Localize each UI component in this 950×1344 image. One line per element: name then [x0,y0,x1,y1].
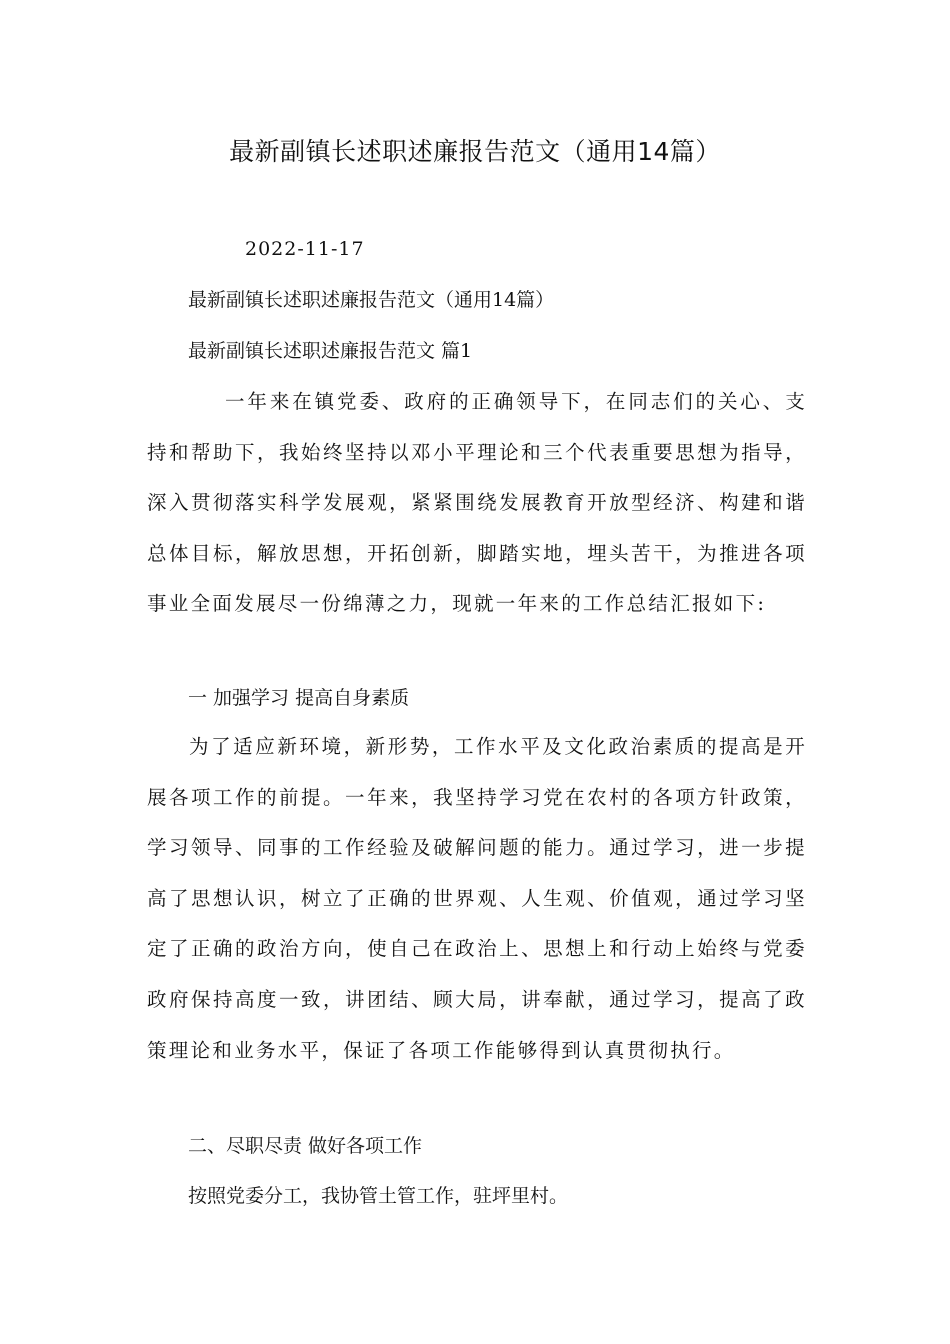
intro-paragraph: 一年来在镇党委、政府的正确领导下，在同志们的关心、支持和帮助下，我始终坚持以邓小平理论和三个代表重要思想为指导，深入贯彻落实科学发展观，紧紧围绕发展教育开放型经济、构建和谐总体目标，解放思想，开拓创新，脚踏实地，埋头苦干，为推进各项事业全面发展尽一份绵薄之力，现就一年来的工作总结汇报如下: [147,390,807,616]
chapter-title: 最新副镇长述职述廉报告范文 篇1 [188,340,473,362]
section-paragraph-1: 为了适应新环境，新形势，工作水平及文化政治素质的提高是开展各项工作的前提。一年来，我坚持学习党在农村的各项方针政策，学习领导、同事的工作经验及破解问题的能力。通过学习，进一步提高了思想认识，树立了正确的世界观、人生观、价值观，通过学习坚定了正确的政治方向，使自己在政治上、思想上和行动上始终与党委政府保持高度一致，讲团结、顾大局，讲奉献，通过学习，提高了政策理论和业务水平，保证了各项工作能够得到认真贯彻执行。 [147,735,807,1062]
document-title: 最新副镇长述职述廉报告范文（通用14篇） [229,137,721,166]
document-subtitle: 最新副镇长述职述廉报告范文（通用14篇） [188,289,555,311]
section-heading-2: 二、尽职尽责 做好各项工作 [188,1135,423,1157]
section-paragraph-2: 按照党委分工，我协管土管工作，驻坪里村。 [188,1185,569,1207]
section-heading-1: 一 加强学习 提高自身素质 [188,687,410,709]
document-date: 2022-11-17 [245,238,365,260]
